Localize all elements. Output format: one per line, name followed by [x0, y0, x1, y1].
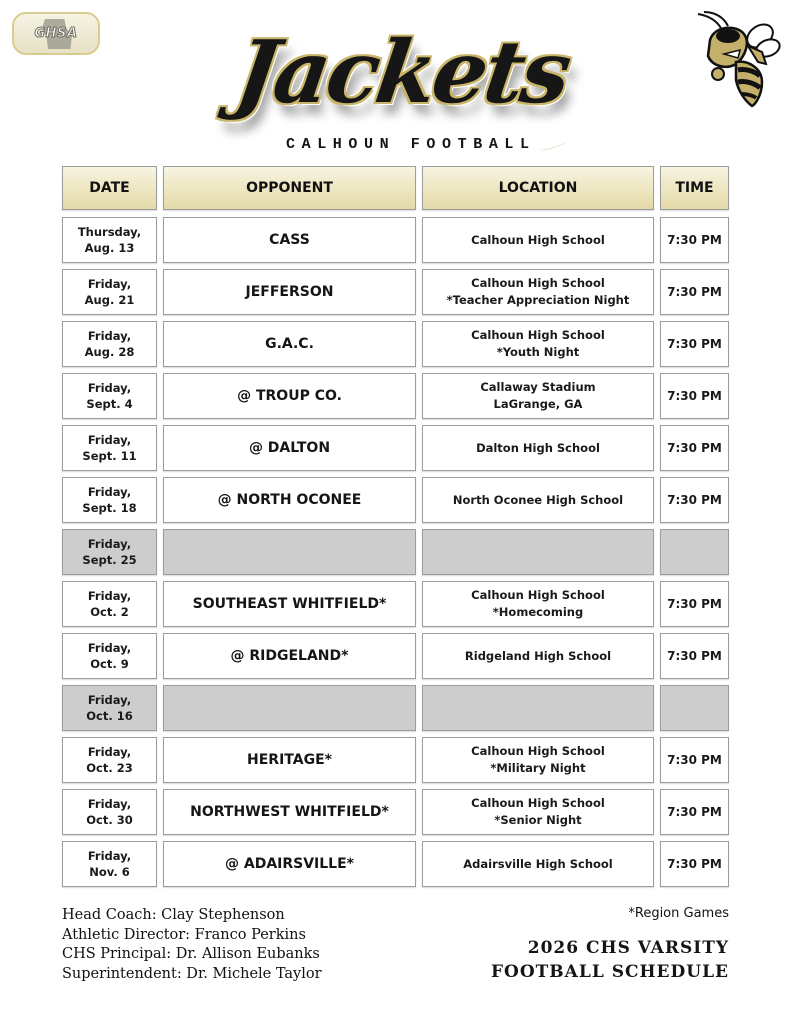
kickoff-time: 7:30 PM: [667, 441, 722, 455]
location-cell: [422, 373, 654, 419]
yellow-jacket-mascot-icon: [690, 10, 782, 108]
location-cell: [422, 737, 654, 783]
location-cell: [422, 269, 654, 315]
region-games-note: *Region Games: [628, 906, 729, 921]
opponent-cell: [163, 685, 416, 731]
date-day: Friday,: [87, 641, 132, 655]
opponent-name: SOUTHEAST WHITFIELD*: [192, 596, 387, 612]
location-cell: [422, 425, 654, 471]
table-row: [62, 425, 729, 471]
opponent-cell: [163, 321, 416, 367]
time-cell: [660, 529, 729, 575]
staff-head-coach: Head Coach: Clay Stephenson: [62, 907, 285, 923]
date-day: Friday,: [87, 485, 132, 499]
kickoff-time: 7:30 PM: [667, 233, 722, 247]
header-location: LOCATION: [422, 166, 654, 210]
date-cell: [62, 321, 157, 367]
location-name: Calhoun High School: [471, 328, 605, 342]
opponent-name: @ ADAIRSVILLE*: [224, 856, 354, 872]
date-value: Oct. 9: [90, 657, 129, 671]
staff-athletic-director: Athletic Director: Franco Perkins: [62, 926, 306, 943]
date-cell: [62, 373, 157, 419]
location-name: Calhoun High School: [471, 796, 605, 810]
date-cell: [62, 633, 157, 679]
date-value: Sept. 4: [86, 397, 133, 411]
date-cell: [62, 737, 157, 783]
kickoff-time: 7:30 PM: [667, 857, 722, 871]
page-title: Jackets: [229, 22, 575, 123]
time-cell: [660, 581, 729, 627]
date-value: Nov. 6: [89, 865, 130, 879]
table-row: [62, 217, 729, 263]
date-value: Oct. 2: [90, 605, 129, 619]
time-cell: [660, 269, 729, 315]
kickoff-time: 7:30 PM: [667, 389, 722, 403]
table-row: [62, 269, 729, 315]
table-row: [62, 321, 729, 367]
page-subtitle: CALHOUN FOOTBALL: [286, 136, 536, 153]
date-day: Friday,: [87, 277, 132, 291]
location-note: *Teacher Appreciation Night: [446, 293, 630, 307]
date-value: Sept. 18: [82, 501, 137, 515]
kickoff-time: 7:30 PM: [667, 649, 722, 663]
table-row: [62, 633, 729, 679]
date-value: Oct. 30: [86, 813, 133, 827]
kickoff-time: 7:30 PM: [667, 753, 722, 767]
kickoff-time: 7:30 PM: [667, 805, 722, 819]
opponent-name: HERITAGE*: [247, 752, 332, 768]
table-row: [62, 789, 729, 835]
date-cell: [62, 217, 157, 263]
date-day: Friday,: [87, 433, 132, 447]
kickoff-time: 7:30 PM: [667, 493, 722, 507]
date-day: Friday,: [87, 745, 132, 759]
opponent-name: JEFFERSON: [245, 284, 334, 300]
opponent-name: @ TROUP CO.: [237, 388, 342, 404]
date-value: Oct. 23: [86, 761, 133, 775]
opponent-name: CASS: [269, 232, 310, 248]
table-row-bye-week: [62, 529, 729, 575]
location-name: Calhoun High School: [471, 588, 605, 602]
date-cell: [62, 425, 157, 471]
date-value: Aug. 13: [84, 241, 135, 255]
table-row-bye-week: [62, 685, 729, 731]
time-cell: [660, 633, 729, 679]
location-note: *Homecoming: [492, 605, 584, 619]
opponent-cell: [163, 217, 416, 263]
date-cell: [62, 841, 157, 887]
opponent-cell: [163, 633, 416, 679]
header-opponent: OPPONENT: [163, 166, 416, 210]
kickoff-time: 7:30 PM: [667, 337, 722, 351]
table-header-row: [62, 166, 729, 212]
opponent-cell: [163, 269, 416, 315]
opponent-name: G.A.C.: [265, 336, 314, 352]
location-cell: [422, 529, 654, 575]
time-cell: [660, 321, 729, 367]
date-day: Thursday,: [77, 225, 142, 239]
opponent-cell: [163, 789, 416, 835]
location-note: *Military Night: [490, 761, 586, 775]
staff-principal: CHS Principal: Dr. Allison Eubanks: [62, 946, 320, 962]
opponent-cell: [163, 841, 416, 887]
date-cell: [62, 581, 157, 627]
opponent-cell: [163, 529, 416, 575]
location-note: *Senior Night: [494, 813, 582, 827]
location-note: LaGrange, GA: [493, 397, 583, 411]
location-name: Calhoun High School: [471, 744, 605, 758]
time-cell: [660, 737, 729, 783]
opponent-cell: [163, 737, 416, 783]
table-row: [62, 373, 729, 419]
date-value: Oct. 16: [86, 709, 133, 723]
opponent-cell: [163, 581, 416, 627]
time-cell: [660, 425, 729, 471]
location-name: Callaway Stadium: [480, 380, 596, 394]
staff-list: [62, 906, 322, 984]
location-name: Calhoun High School: [471, 276, 605, 290]
location-cell: [422, 841, 654, 887]
date-cell: [62, 477, 157, 523]
location-cell: [422, 217, 654, 263]
time-cell: [660, 685, 729, 731]
table-row: [62, 581, 729, 627]
time-cell: [660, 477, 729, 523]
time-cell: [660, 217, 729, 263]
date-day: Friday,: [87, 589, 132, 603]
location-name: Dalton High School: [476, 440, 600, 455]
location-cell: [422, 321, 654, 367]
staff-superintendent: Superintendent: Dr. Michele Taylor: [62, 965, 322, 982]
opponent-cell: [163, 477, 416, 523]
season-title: 2026 CHS VARSITY FOOTBALL SCHEDULE: [490, 938, 729, 982]
location-name: Calhoun High School: [471, 232, 605, 247]
header-time: TIME: [660, 166, 729, 210]
date-cell: [62, 529, 157, 575]
date-value: Aug. 21: [84, 293, 135, 307]
location-cell: [422, 789, 654, 835]
date-cell: [62, 685, 157, 731]
date-value: Aug. 28: [84, 345, 135, 359]
ghsa-logo-text: GHSA: [34, 26, 78, 41]
opponent-name: @ NORTH OCONEE: [217, 492, 362, 508]
date-cell: [62, 269, 157, 315]
opponent-name: @ RIDGELAND*: [230, 648, 349, 664]
date-day: Friday,: [87, 329, 132, 343]
header-date: DATE: [62, 166, 157, 210]
location-cell: [422, 633, 654, 679]
time-cell: [660, 841, 729, 887]
opponent-name: NORTHWEST WHITFIELD*: [190, 804, 389, 820]
date-day: Friday,: [87, 381, 132, 395]
kickoff-time: 7:30 PM: [667, 285, 722, 299]
opponent-cell: [163, 425, 416, 471]
table-row: [62, 737, 729, 783]
kickoff-time: 7:30 PM: [667, 597, 722, 611]
date-value: Sept. 11: [82, 449, 137, 463]
ghsa-logo-icon: [12, 12, 100, 55]
location-name: Adairsville High School: [463, 856, 613, 871]
location-name: North Oconee High School: [452, 492, 624, 507]
location-cell: [422, 477, 654, 523]
opponent-cell: [163, 373, 416, 419]
date-day: Friday,: [87, 693, 132, 707]
table-row: [62, 477, 729, 523]
table-row: [62, 841, 729, 887]
location-cell: [422, 685, 654, 731]
date-day: Friday,: [87, 849, 132, 863]
time-cell: [660, 373, 729, 419]
location-note: *Youth Night: [496, 345, 580, 359]
date-value: Sept. 25: [82, 553, 137, 567]
opponent-name: @ DALTON: [248, 440, 331, 456]
location-name: Ridgeland High School: [464, 648, 612, 663]
location-cell: [422, 581, 654, 627]
date-day: Friday,: [87, 537, 132, 551]
date-day: Friday,: [87, 797, 132, 811]
date-cell: [62, 789, 157, 835]
time-cell: [660, 789, 729, 835]
swoosh-icon: [536, 136, 576, 152]
